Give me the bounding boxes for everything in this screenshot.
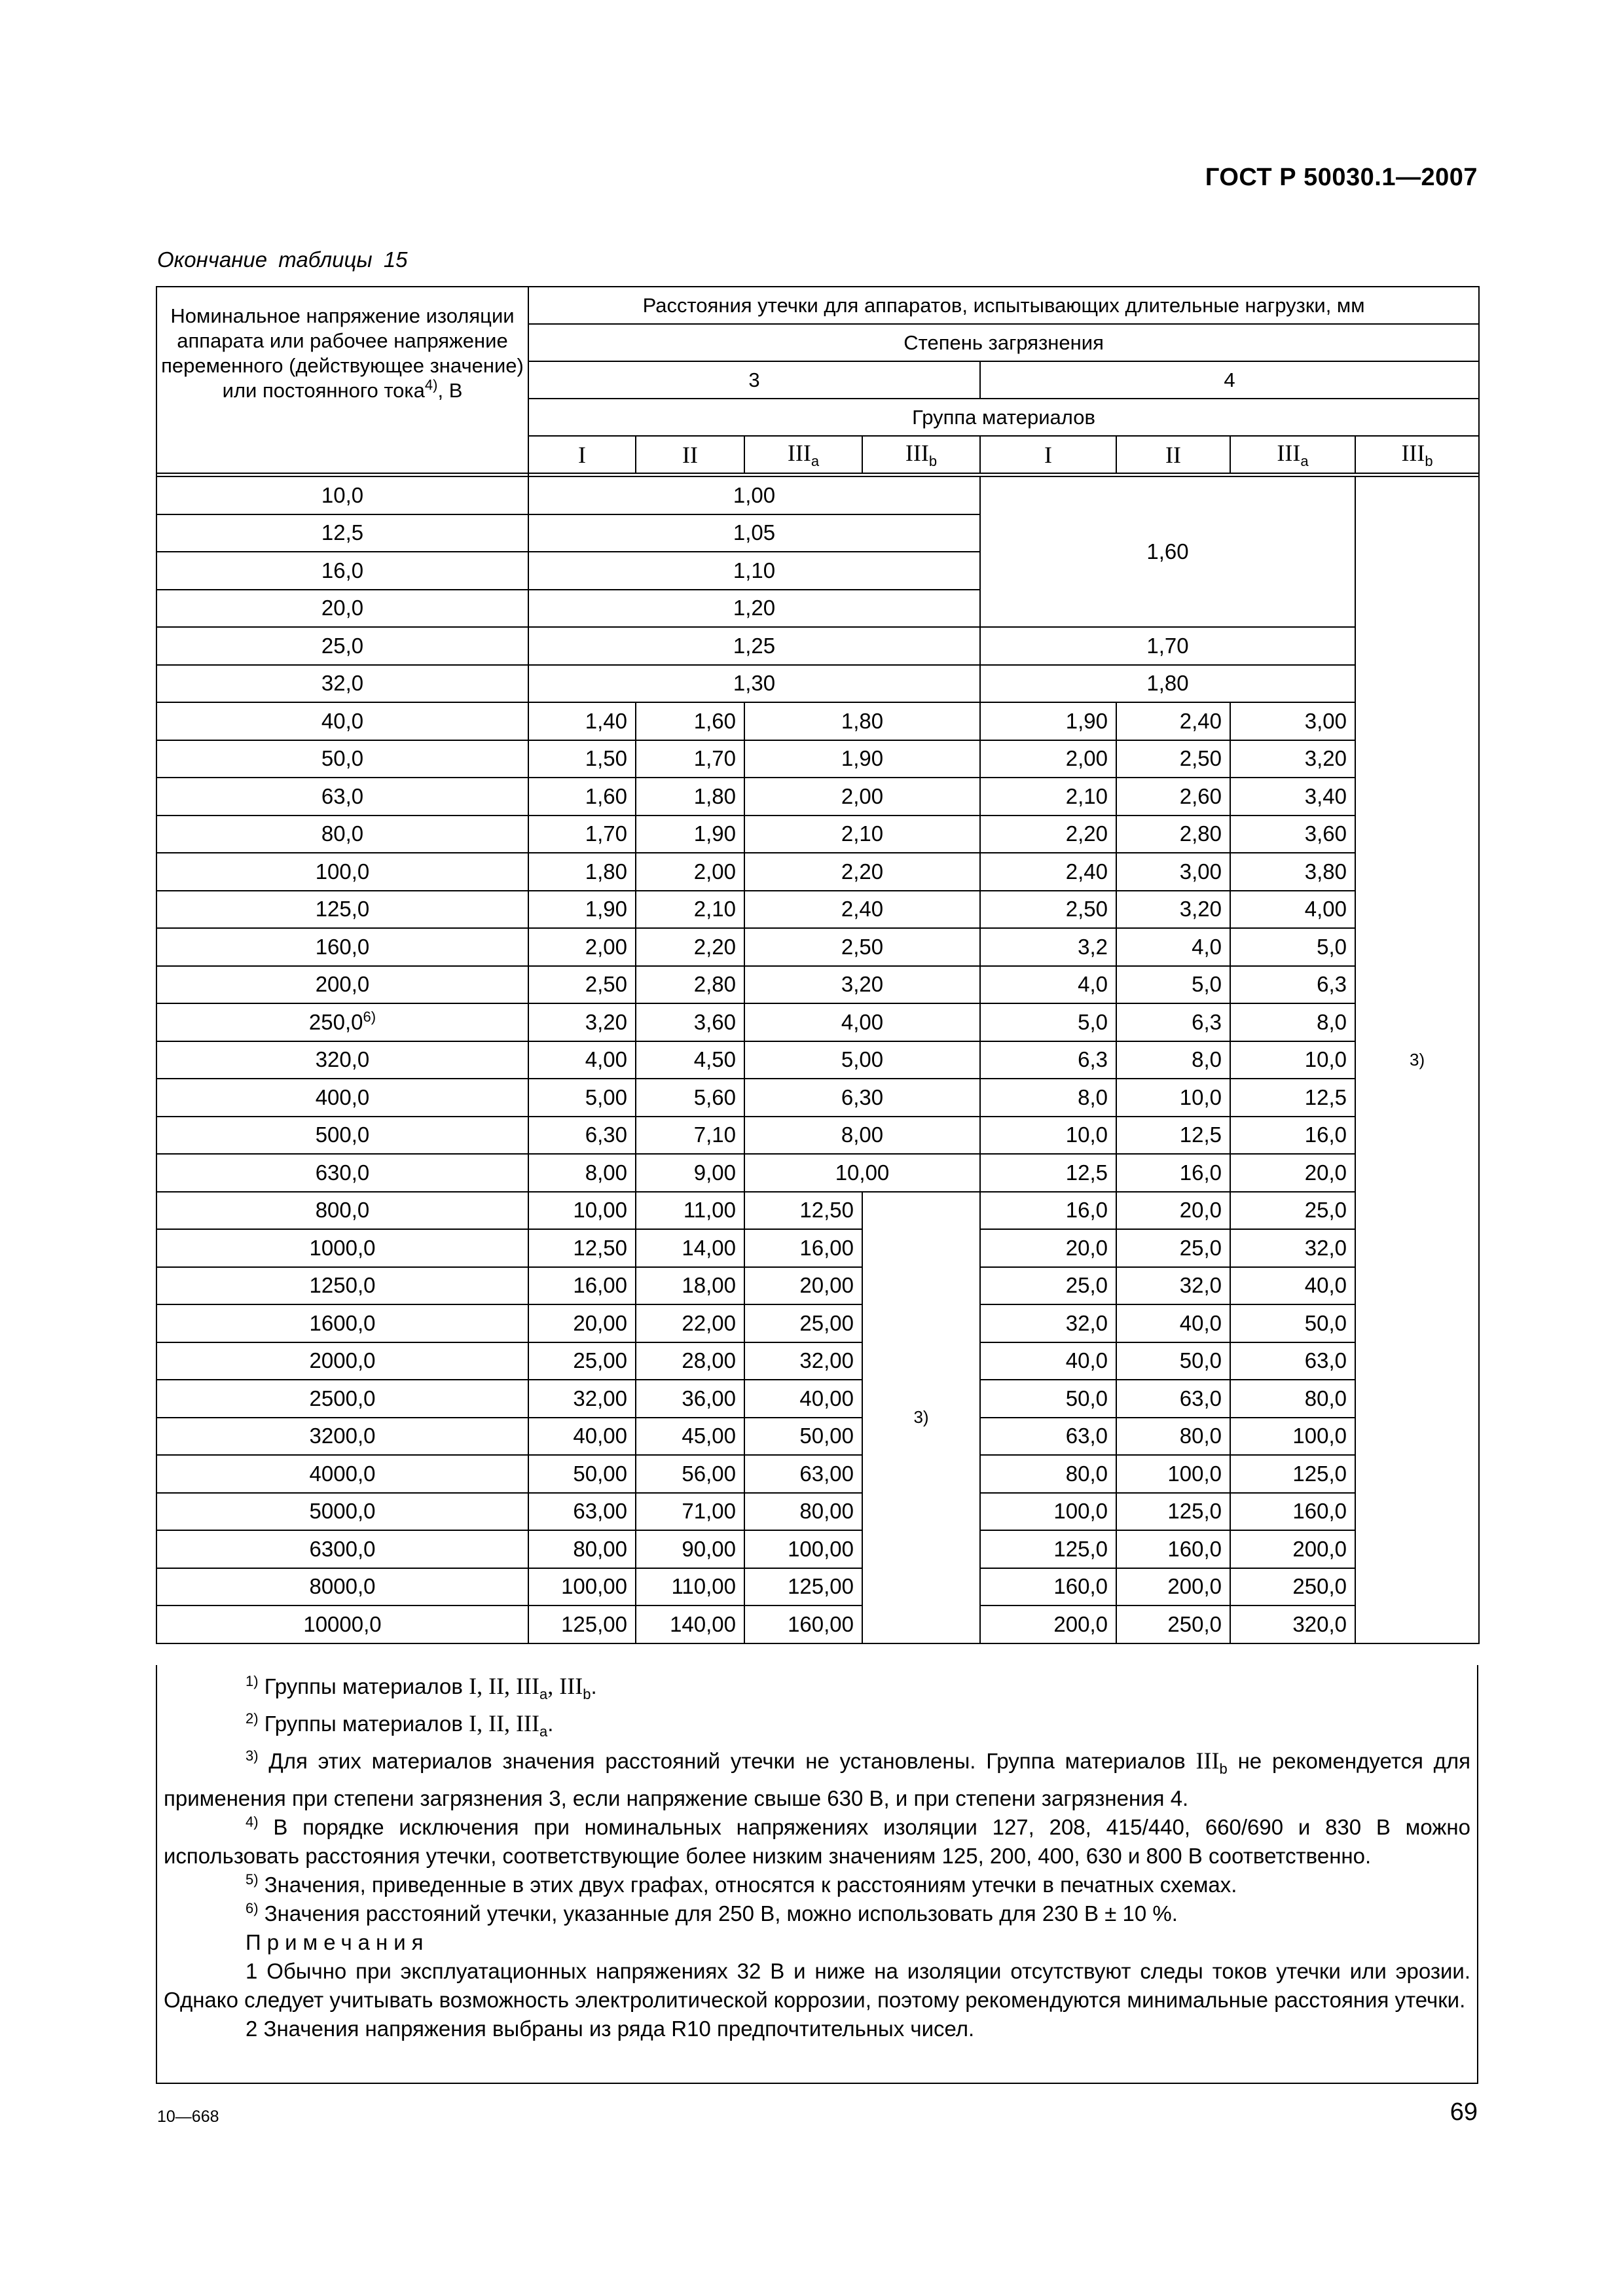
value-cell: 1,40 bbox=[528, 702, 636, 740]
group-IIIa-p3: $III_a$ bbox=[744, 436, 862, 473]
value-cell: 2,20 bbox=[744, 853, 980, 891]
value-cell: 2,50 bbox=[1116, 740, 1230, 778]
value-cell: 40,00 bbox=[528, 1418, 636, 1456]
value-cell: 2,60 bbox=[1116, 778, 1230, 816]
value-cell: 3,60 bbox=[1230, 816, 1355, 853]
value-cell: 320,0 bbox=[1230, 1605, 1355, 1643]
value-cell: 16,0 bbox=[1116, 1154, 1230, 1192]
value-cell: 200,0 bbox=[1116, 1568, 1230, 1606]
voltage-cell: 50,0 bbox=[156, 740, 528, 778]
table-row bbox=[156, 1192, 1479, 1230]
value-cell: 16,0 bbox=[980, 1192, 1116, 1230]
table-row bbox=[156, 928, 1479, 966]
value-cell: 125,00 bbox=[744, 1568, 862, 1606]
value-cell: 250,0 bbox=[1116, 1605, 1230, 1643]
table-row bbox=[156, 1117, 1479, 1155]
value-cell: 36,00 bbox=[636, 1380, 744, 1418]
table-row bbox=[156, 1380, 1479, 1418]
page-number: 69 bbox=[1450, 2098, 1478, 2126]
value-cell: 3,00 bbox=[1116, 853, 1230, 891]
value-cell: 12,5 bbox=[1230, 1079, 1355, 1117]
value-cell: 2,50 bbox=[528, 966, 636, 1004]
value-cell: 3,40 bbox=[1230, 778, 1355, 816]
value-cell: 9,00 bbox=[636, 1154, 744, 1192]
group-I-p3: I bbox=[528, 436, 636, 473]
value-cell: 40,00 bbox=[744, 1380, 862, 1418]
voltage-cell: 10,0 bbox=[156, 476, 528, 514]
value-cell: 1,90 bbox=[980, 702, 1116, 740]
value-cell: 140,00 bbox=[636, 1605, 744, 1643]
table-row bbox=[156, 1154, 1479, 1192]
value-cell: 32,0 bbox=[980, 1304, 1116, 1342]
value-cell: 4,00 bbox=[528, 1041, 636, 1079]
remarks-title: Примечания bbox=[246, 1929, 429, 1954]
table-row bbox=[156, 1342, 1479, 1380]
value-cell: 2,40 bbox=[1116, 702, 1230, 740]
voltage-cell: 2000,0 bbox=[156, 1342, 528, 1380]
material-group-header: Группа материалов bbox=[528, 399, 1479, 436]
value-cell: 50,0 bbox=[1116, 1342, 1230, 1380]
voltage-cell: 160,0 bbox=[156, 928, 528, 966]
value-cell: 2,10 bbox=[744, 816, 980, 853]
voltage-cell: 63,0 bbox=[156, 778, 528, 816]
value-cell: 4,0 bbox=[980, 966, 1116, 1004]
footnote-4: $^{4)}$ В порядке исключения при номинальных напряжениях изоляции 127, 208, 415/440, 660/690 и 830 В можно использовать расстояния утечки, соответствующие более низким значениям 125, 200, 400, 630 и 800 В соответственно. bbox=[164, 1813, 1470, 1868]
value-cell: 80,0 bbox=[1116, 1418, 1230, 1456]
voltage-cell: 800,0 bbox=[156, 1192, 528, 1230]
print-code: 10—668 bbox=[157, 2108, 219, 2126]
value-cell: 5,00 bbox=[744, 1041, 980, 1079]
value-cell: 80,00 bbox=[528, 1530, 636, 1568]
value-cell: 4,00 bbox=[744, 1003, 980, 1041]
table-row bbox=[156, 966, 1479, 1004]
table-row bbox=[156, 778, 1479, 816]
value-cell: 50,00 bbox=[528, 1455, 636, 1493]
voltage-column-header: Номинальное напряжение изоляции аппарата или рабочее напряжение переменного (действующее значение) или постоянного тока$^{4)}$, В bbox=[156, 287, 528, 473]
table-row bbox=[156, 1568, 1479, 1606]
value-cell: 3,20 bbox=[1230, 740, 1355, 778]
table-row bbox=[156, 1079, 1479, 1117]
pollution-degree-header: Степень загрязнения bbox=[528, 324, 1479, 361]
group-II-p3: II bbox=[636, 436, 744, 473]
value-cell: 20,0 bbox=[1230, 1154, 1355, 1192]
value-cell: 10,0 bbox=[1116, 1079, 1230, 1117]
value-cell: 20,00 bbox=[528, 1304, 636, 1342]
value-cell: 25,0 bbox=[1116, 1229, 1230, 1267]
table-row bbox=[156, 476, 1479, 514]
document-code: ГОСТ Р 50030.1—2007 bbox=[1205, 164, 1478, 191]
value-cell: 5,0 bbox=[1230, 928, 1355, 966]
value-cell: 1,20 bbox=[528, 590, 980, 628]
value-cell: 20,00 bbox=[744, 1267, 862, 1305]
value-cell: 10,0 bbox=[1230, 1041, 1355, 1079]
value-cell: 1,90 bbox=[744, 740, 980, 778]
value-cell: 2,80 bbox=[1116, 816, 1230, 853]
value-cell: 25,00 bbox=[528, 1342, 636, 1380]
value-cell: 8,00 bbox=[744, 1117, 980, 1155]
voltage-cell: 100,0 bbox=[156, 853, 528, 891]
voltage-cell: 6300,0 bbox=[156, 1530, 528, 1568]
value-cell: 16,00 bbox=[744, 1229, 862, 1267]
voltage-cell: 4000,0 bbox=[156, 1455, 528, 1493]
table-row bbox=[156, 1418, 1479, 1456]
creepage-distance-header: Расстояния утечки для аппаратов, испытывающих длительные нагрузки, мм bbox=[528, 287, 1479, 324]
value-cell: 2,40 bbox=[744, 891, 980, 929]
value-cell: 2,00 bbox=[528, 928, 636, 966]
value-cell: 63,00 bbox=[528, 1493, 636, 1531]
value-cell: 16,0 bbox=[1230, 1117, 1355, 1155]
voltage-cell: 320,0 bbox=[156, 1041, 528, 1079]
group-IIIa-p4: $III_a$ bbox=[1230, 436, 1355, 473]
value-cell: 28,00 bbox=[636, 1342, 744, 1380]
footnote-3: $^{3)}$ Для этих материалов значения расстояний утечки не установлены. Группа материалов $III_b$ не рекомендуется для применения при степени загрязнения 3, если напряжение свыше 630 В, и при степени загрязнения 4. bbox=[164, 1748, 1471, 1810]
value-cell: 11,00 bbox=[636, 1192, 744, 1230]
value-cell: 100,0 bbox=[1116, 1455, 1230, 1493]
group-I-p4: I bbox=[980, 436, 1116, 473]
voltage-cell: 40,0 bbox=[156, 702, 528, 740]
pollution-degree-3: 3 bbox=[528, 361, 980, 399]
voltage-cell: 1000,0 bbox=[156, 1229, 528, 1267]
value-cell: 160,0 bbox=[1116, 1530, 1230, 1568]
value-cell: 3,20 bbox=[1116, 891, 1230, 929]
value-cell: 2,10 bbox=[636, 891, 744, 929]
value-cell: 160,0 bbox=[980, 1568, 1116, 1606]
value-cell: 1,80 bbox=[980, 665, 1355, 703]
table-row bbox=[156, 1229, 1479, 1267]
table-row bbox=[156, 1455, 1479, 1493]
voltage-cell: 25,0 bbox=[156, 627, 528, 665]
value-cell: 6,30 bbox=[744, 1079, 980, 1117]
value-cell: 100,0 bbox=[980, 1493, 1116, 1531]
table-row bbox=[156, 853, 1479, 891]
value-cell: 32,00 bbox=[744, 1342, 862, 1380]
value-cell: 10,0 bbox=[980, 1117, 1116, 1155]
value-cell: 22,00 bbox=[636, 1304, 744, 1342]
value-cell: 32,00 bbox=[528, 1380, 636, 1418]
table-row bbox=[156, 891, 1479, 929]
value-cell: 63,0 bbox=[980, 1418, 1116, 1456]
value-cell: 1,30 bbox=[528, 665, 980, 703]
value-cell: 125,00 bbox=[528, 1605, 636, 1643]
value-cell: 4,0 bbox=[1116, 928, 1230, 966]
value-cell: 14,00 bbox=[636, 1229, 744, 1267]
value-cell: 50,0 bbox=[1230, 1304, 1355, 1342]
value-cell: 3,20 bbox=[744, 966, 980, 1004]
table-notes bbox=[156, 1665, 1478, 2084]
value-cell: 12,5 bbox=[980, 1154, 1116, 1192]
footnote-3-mark: 3) bbox=[1355, 476, 1479, 1643]
value-cell: 1,60 bbox=[980, 476, 1355, 627]
value-cell: 12,5 bbox=[1116, 1117, 1230, 1155]
value-cell: 3,2 bbox=[980, 928, 1116, 966]
value-cell: 1,70 bbox=[528, 816, 636, 853]
voltage-cell: 1600,0 bbox=[156, 1304, 528, 1342]
voltage-cell: 80,0 bbox=[156, 816, 528, 853]
value-cell: 5,60 bbox=[636, 1079, 744, 1117]
value-cell: 1,80 bbox=[528, 853, 636, 891]
value-cell: 12,50 bbox=[528, 1229, 636, 1267]
value-cell: 20,0 bbox=[980, 1229, 1116, 1267]
voltage-cell: 200,0 bbox=[156, 966, 528, 1004]
value-cell: 4,00 bbox=[1230, 891, 1355, 929]
voltage-cell: 8000,0 bbox=[156, 1568, 528, 1606]
value-cell: 45,00 bbox=[636, 1418, 744, 1456]
value-cell: 8,00 bbox=[528, 1154, 636, 1192]
value-cell: 3,80 bbox=[1230, 853, 1355, 891]
creepage-table bbox=[156, 286, 1480, 1644]
table-row bbox=[156, 702, 1479, 740]
group-IIIb-p4: $III_b$ bbox=[1355, 436, 1479, 473]
voltage-cell: 400,0 bbox=[156, 1079, 528, 1117]
value-cell: 1,05 bbox=[528, 514, 980, 552]
value-cell: 1,10 bbox=[528, 552, 980, 590]
value-cell: 18,00 bbox=[636, 1267, 744, 1305]
value-cell: 6,3 bbox=[1230, 966, 1355, 1004]
table-row bbox=[156, 1041, 1479, 1079]
voltage-cell: 630,0 bbox=[156, 1154, 528, 1192]
value-cell: 1,25 bbox=[528, 627, 980, 665]
value-cell: 2,00 bbox=[636, 853, 744, 891]
value-cell: 2,80 bbox=[636, 966, 744, 1004]
value-cell: 63,00 bbox=[744, 1455, 862, 1493]
footnote-3-mark: 3) bbox=[862, 1192, 980, 1643]
voltage-cell: 3200,0 bbox=[156, 1418, 528, 1456]
value-cell: 1,50 bbox=[528, 740, 636, 778]
voltage-cell: 32,0 bbox=[156, 665, 528, 703]
value-cell: 40,0 bbox=[1116, 1304, 1230, 1342]
footnote-6: $^{6)}$ Значения расстояний утечки, указанные для 250 В, можно использовать для 230 В ± 10 %. bbox=[246, 1899, 1178, 1926]
value-cell: 2,20 bbox=[980, 816, 1116, 853]
value-cell: 1,70 bbox=[636, 740, 744, 778]
value-cell: 1,60 bbox=[636, 702, 744, 740]
value-cell: 100,00 bbox=[528, 1568, 636, 1606]
voltage-cell: 125,0 bbox=[156, 891, 528, 929]
voltage-cell: 1250,0 bbox=[156, 1267, 528, 1305]
value-cell: 90,00 bbox=[636, 1530, 744, 1568]
value-cell: 8,0 bbox=[1230, 1003, 1355, 1041]
value-cell: 63,0 bbox=[1230, 1342, 1355, 1380]
value-cell: 100,0 bbox=[1230, 1418, 1355, 1456]
table-row bbox=[156, 1493, 1479, 1531]
value-cell: 50,00 bbox=[744, 1418, 862, 1456]
value-cell: 25,0 bbox=[1230, 1192, 1355, 1230]
value-cell: 25,00 bbox=[744, 1304, 862, 1342]
value-cell: 125,0 bbox=[1116, 1493, 1230, 1531]
table-row bbox=[156, 816, 1479, 853]
value-cell: 160,00 bbox=[744, 1605, 862, 1643]
footnote-1: $^{1)}$ Группы материалов I, II, $III_a$, $III_b$. bbox=[246, 1673, 597, 1703]
voltage-cell: 5000,0 bbox=[156, 1493, 528, 1531]
voltage-cell: 10000,0 bbox=[156, 1605, 528, 1643]
group-IIIb-p3: $III_b$ bbox=[862, 436, 980, 473]
value-cell: 1,80 bbox=[636, 778, 744, 816]
value-cell: 200,0 bbox=[1230, 1530, 1355, 1568]
table-row bbox=[156, 1605, 1479, 1643]
voltage-cell: 2500,0 bbox=[156, 1380, 528, 1418]
value-cell: 1,80 bbox=[744, 702, 980, 740]
value-cell: 63,0 bbox=[1116, 1380, 1230, 1418]
value-cell: 125,0 bbox=[980, 1530, 1116, 1568]
footnote-5: $^{5)}$ Значения, приведенные в этих двух графах, относятся к расстояниям утечки в печатных схемах. bbox=[246, 1871, 1237, 1897]
table-row bbox=[156, 1267, 1479, 1305]
value-cell: 5,00 bbox=[528, 1079, 636, 1117]
footnote-2: $^{2)}$ Группы материалов I, II, $III_a$. bbox=[246, 1710, 554, 1740]
voltage-cell: 20,0 bbox=[156, 590, 528, 628]
remark-1: 1 Обычно при эксплуатационных напряжениях 32 В и ниже на изоляции отсутствуют следы токов утечки или эрозии. Однако следует учитывать возможность электролитической коррозии, поэтому рекомендуются минимальные расстояния утечки. bbox=[164, 1958, 1470, 2012]
table-row bbox=[156, 665, 1479, 703]
value-cell: 2,50 bbox=[744, 928, 980, 966]
value-cell: 80,0 bbox=[980, 1455, 1116, 1493]
value-cell: 71,00 bbox=[636, 1493, 744, 1531]
value-cell: 50,0 bbox=[980, 1380, 1116, 1418]
remark-2: 2 Значения напряжения выбраны из ряда R10 предпочтительных чисел. bbox=[246, 2016, 975, 2041]
voltage-cell: 16,0 bbox=[156, 552, 528, 590]
value-cell: 1,00 bbox=[528, 476, 980, 514]
value-cell: 1,90 bbox=[636, 816, 744, 853]
value-cell: 6,3 bbox=[1116, 1003, 1230, 1041]
table-row bbox=[156, 1304, 1479, 1342]
value-cell: 160,0 bbox=[1230, 1493, 1355, 1531]
value-cell: 80,00 bbox=[744, 1493, 862, 1531]
value-cell: 1,60 bbox=[528, 778, 636, 816]
value-cell: 80,0 bbox=[1230, 1380, 1355, 1418]
value-cell: 16,00 bbox=[528, 1267, 636, 1305]
value-cell: 10,00 bbox=[528, 1192, 636, 1230]
table-caption: Окончание таблицы 15 bbox=[157, 247, 408, 272]
value-cell: 1,90 bbox=[528, 891, 636, 929]
value-cell: 2,40 bbox=[980, 853, 1116, 891]
value-cell: 32,0 bbox=[1116, 1267, 1230, 1305]
value-cell: 110,00 bbox=[636, 1568, 744, 1606]
table-row bbox=[156, 1530, 1479, 1568]
value-cell: 250,0 bbox=[1230, 1568, 1355, 1606]
value-cell: 7,10 bbox=[636, 1117, 744, 1155]
table-row bbox=[156, 627, 1479, 665]
value-cell: 1,70 bbox=[980, 627, 1355, 665]
value-cell: 125,0 bbox=[1230, 1455, 1355, 1493]
pollution-degree-4: 4 bbox=[980, 361, 1479, 399]
value-cell: 6,3 bbox=[980, 1041, 1116, 1079]
value-cell: 6,30 bbox=[528, 1117, 636, 1155]
value-cell: 3,00 bbox=[1230, 702, 1355, 740]
value-cell: 3,60 bbox=[636, 1003, 744, 1041]
value-cell: 32,0 bbox=[1230, 1229, 1355, 1267]
voltage-cell: 500,0 bbox=[156, 1117, 528, 1155]
group-II-p4: II bbox=[1116, 436, 1230, 473]
value-cell: 2,50 bbox=[980, 891, 1116, 929]
value-cell: 10,00 bbox=[744, 1154, 980, 1192]
value-cell: 12,50 bbox=[744, 1192, 862, 1230]
value-cell: 56,00 bbox=[636, 1455, 744, 1493]
value-cell: 5,0 bbox=[980, 1003, 1116, 1041]
voltage-cell: 250,0$^{6)}$ bbox=[156, 1003, 528, 1041]
value-cell: 2,20 bbox=[636, 928, 744, 966]
table-row bbox=[156, 1003, 1479, 1041]
table-row bbox=[156, 740, 1479, 778]
value-cell: 5,0 bbox=[1116, 966, 1230, 1004]
value-cell: 8,0 bbox=[980, 1079, 1116, 1117]
value-cell: 2,00 bbox=[744, 778, 980, 816]
value-cell: 3,20 bbox=[528, 1003, 636, 1041]
value-cell: 25,0 bbox=[980, 1267, 1116, 1305]
value-cell: 200,0 bbox=[980, 1605, 1116, 1643]
value-cell: 40,0 bbox=[980, 1342, 1116, 1380]
value-cell: 20,0 bbox=[1116, 1192, 1230, 1230]
value-cell: 100,00 bbox=[744, 1530, 862, 1568]
value-cell: 40,0 bbox=[1230, 1267, 1355, 1305]
voltage-cell: 12,5 bbox=[156, 514, 528, 552]
value-cell: 4,50 bbox=[636, 1041, 744, 1079]
value-cell: 8,0 bbox=[1116, 1041, 1230, 1079]
value-cell: 2,00 bbox=[980, 740, 1116, 778]
value-cell: 2,10 bbox=[980, 778, 1116, 816]
